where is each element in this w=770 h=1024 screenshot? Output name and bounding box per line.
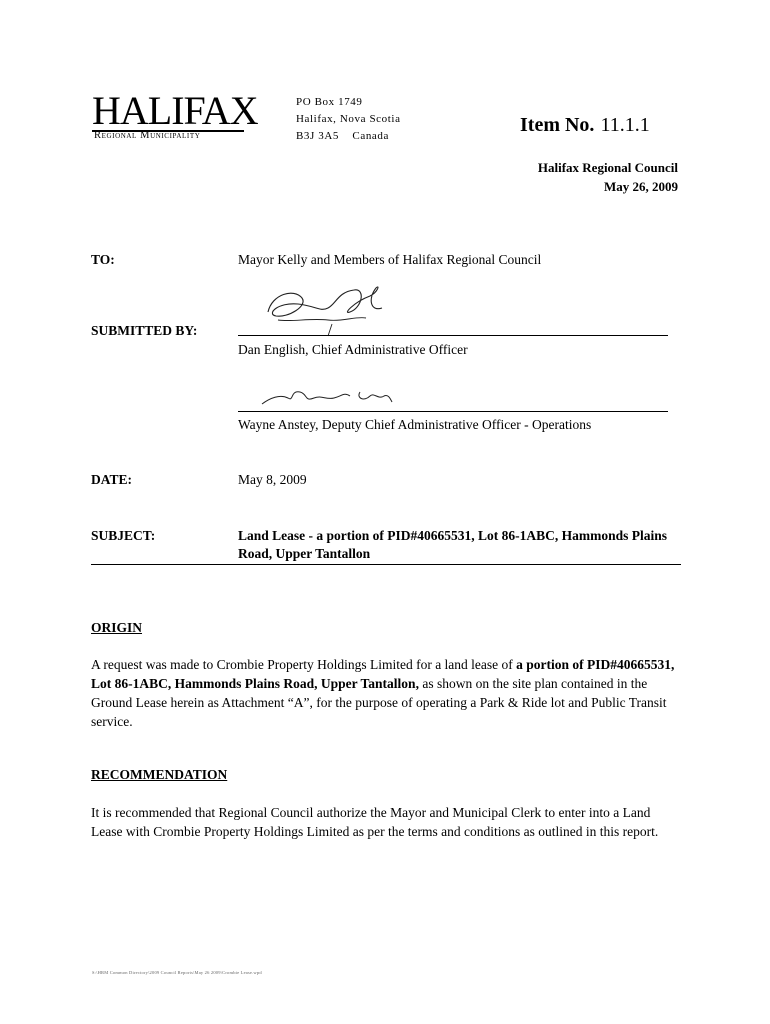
subject-value: Land Lease - a portion of PID#40665531, Lot 86-1ABC, Hammonds Plains Road, Upper Tantallon	[238, 528, 668, 561]
submitted-by-label: SUBMITTED BY:	[91, 323, 198, 338]
to-value: Mayor Kelly and Members of Halifax Regional Council	[238, 252, 542, 267]
submitter-2: Wayne Anstey, Deputy Chief Administrative Officer - Operations	[238, 417, 592, 432]
recommendation-heading: RECOMMENDATION	[91, 767, 228, 782]
to-label: TO:	[91, 252, 115, 267]
origin-text-bold: a portion of PID#40665531, Lot 86-1ABC, Hammonds Plains Road, Upper Tantallon,	[91, 657, 675, 691]
meeting-date: May 26, 2009	[603, 179, 678, 194]
recommendation-paragraph: It is recommended that Regional Council authorize the Mayor and Municipal Clerk to enter into a Land Lease with Crombie Property Holdings Limited as per the terms and conditions as outlined in this report.	[91, 805, 659, 839]
item-value: 11.1.1	[600, 114, 650, 136]
item-number	[520, 114, 650, 137]
submitter-1: Dan English, Chief Administrative Officer	[238, 342, 468, 357]
origin-text-1: A request was made to Crombie Property Holdings Limited for a land lease of	[91, 657, 517, 672]
address-line-1: PO Box 1749	[296, 96, 363, 108]
origin-heading: ORIGIN	[91, 620, 143, 635]
footer-file-path: S:\HRM Common Directory\2009 Council Reports\May 26 2009\Crombie Lease.wpd	[92, 970, 262, 975]
signature-line-2	[238, 411, 668, 412]
signature-wayne-anstey	[260, 386, 400, 410]
address-line-2: Halifax, Nova Scotia	[296, 113, 401, 125]
date-value: May 8, 2009	[238, 472, 307, 487]
item-label: Item No.	[520, 114, 595, 136]
date-label: DATE:	[91, 472, 133, 487]
origin-paragraph	[91, 655, 683, 731]
signature-dan-english	[258, 282, 398, 338]
meeting-body: Halifax Regional Council	[537, 160, 678, 175]
signature-line-1	[238, 335, 668, 336]
logo-wordmark: HALIFAX	[92, 88, 258, 133]
origin-text-2: as shown on the site plan contained in the Ground Lease herein as Attachment “A”, for the purpose of operating a Park & Ride lot and Public Transit service.	[91, 676, 667, 729]
subject-label: SUBJECT:	[91, 528, 156, 543]
address-line-3: B3J 3A5 Canada	[296, 130, 389, 142]
subject-rule	[91, 564, 681, 565]
halifax-logo	[92, 88, 258, 144]
logo-subtitle: Regional Municipality	[94, 130, 201, 141]
